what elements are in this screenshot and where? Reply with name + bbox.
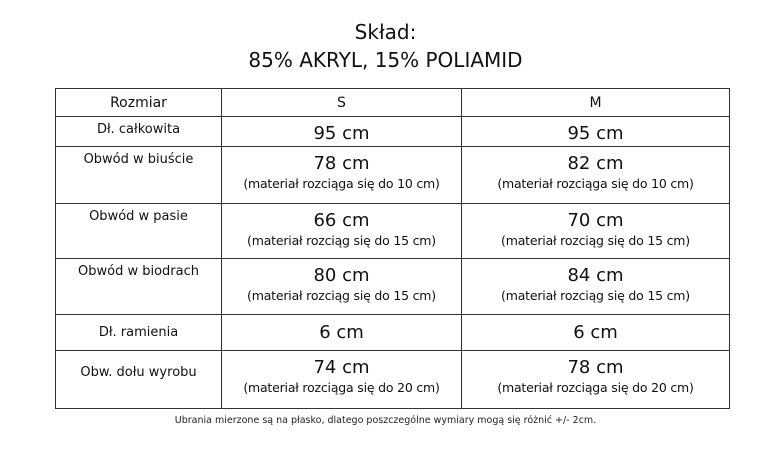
value-m-note: (materiał rozciąg się do 15 cm) [501, 233, 690, 248]
value-m [462, 204, 730, 259]
value-m-main: 6 cm [573, 322, 618, 343]
value-s-note: (materiał rozciąga się do 20 cm) [243, 380, 440, 395]
value-s-note: (materiał rozciąga się do 10 cm) [243, 176, 440, 191]
value-s-note: (materiał rozciąg się do 15 cm) [247, 233, 436, 248]
value-m [462, 351, 730, 409]
value-m [462, 315, 730, 351]
value-s-main: 74 cm [313, 357, 370, 378]
value-m [462, 259, 730, 315]
value-s-main: 78 cm [313, 153, 370, 174]
value-m-note: (materiał rozciąga się do 20 cm) [497, 380, 694, 395]
size-table [55, 88, 730, 409]
value-m [462, 117, 730, 147]
value-s [222, 204, 462, 259]
value-m [462, 147, 730, 204]
value-s [222, 315, 462, 351]
table-row [56, 204, 730, 259]
value-s-main: 95 cm [313, 123, 370, 144]
composition-value: 85% AKRYL, 15% POLIAMID [248, 48, 523, 72]
value-s-main: 66 cm [313, 210, 370, 231]
value-s [222, 117, 462, 147]
composition-heading: Skład: [354, 20, 417, 44]
value-m-main: 95 cm [567, 123, 624, 144]
value-m-main: 82 cm [567, 153, 624, 174]
row-label: Dł. ramienia [56, 315, 222, 351]
value-m-main: 70 cm [567, 210, 624, 231]
measurement-disclaimer: Ubrania mierzone są na płasko, dlatego poszczególne wymiary mogą się różnić +/- 2cm. [174, 415, 597, 426]
row-label: Obwód w biuście [56, 147, 222, 204]
header-size: Rozmiar [56, 89, 222, 117]
value-s-note: (materiał rozciąg się do 15 cm) [247, 288, 436, 303]
table-row [56, 351, 730, 409]
value-m-main: 78 cm [567, 357, 624, 378]
header-m: M [462, 89, 730, 117]
table-row [56, 147, 730, 204]
value-m-note: (materiał rozciąga się do 10 cm) [497, 176, 694, 191]
row-label: Dł. całkowita [56, 117, 222, 147]
value-s [222, 147, 462, 204]
value-s-main: 80 cm [313, 265, 370, 286]
value-s-main: 6 cm [319, 322, 364, 343]
table-row [56, 117, 730, 147]
value-m-main: 84 cm [567, 265, 624, 286]
value-m-note: (materiał rozciąg się do 15 cm) [501, 288, 690, 303]
table-row [56, 315, 730, 351]
row-label: Obwód w biodrach [56, 259, 222, 315]
value-s [222, 351, 462, 409]
row-label: Obw. dołu wyrobu [56, 351, 222, 409]
table-header-row [56, 89, 730, 117]
header-s: S [222, 89, 462, 117]
table-row [56, 259, 730, 315]
row-label: Obwód w pasie [56, 204, 222, 259]
value-s [222, 259, 462, 315]
